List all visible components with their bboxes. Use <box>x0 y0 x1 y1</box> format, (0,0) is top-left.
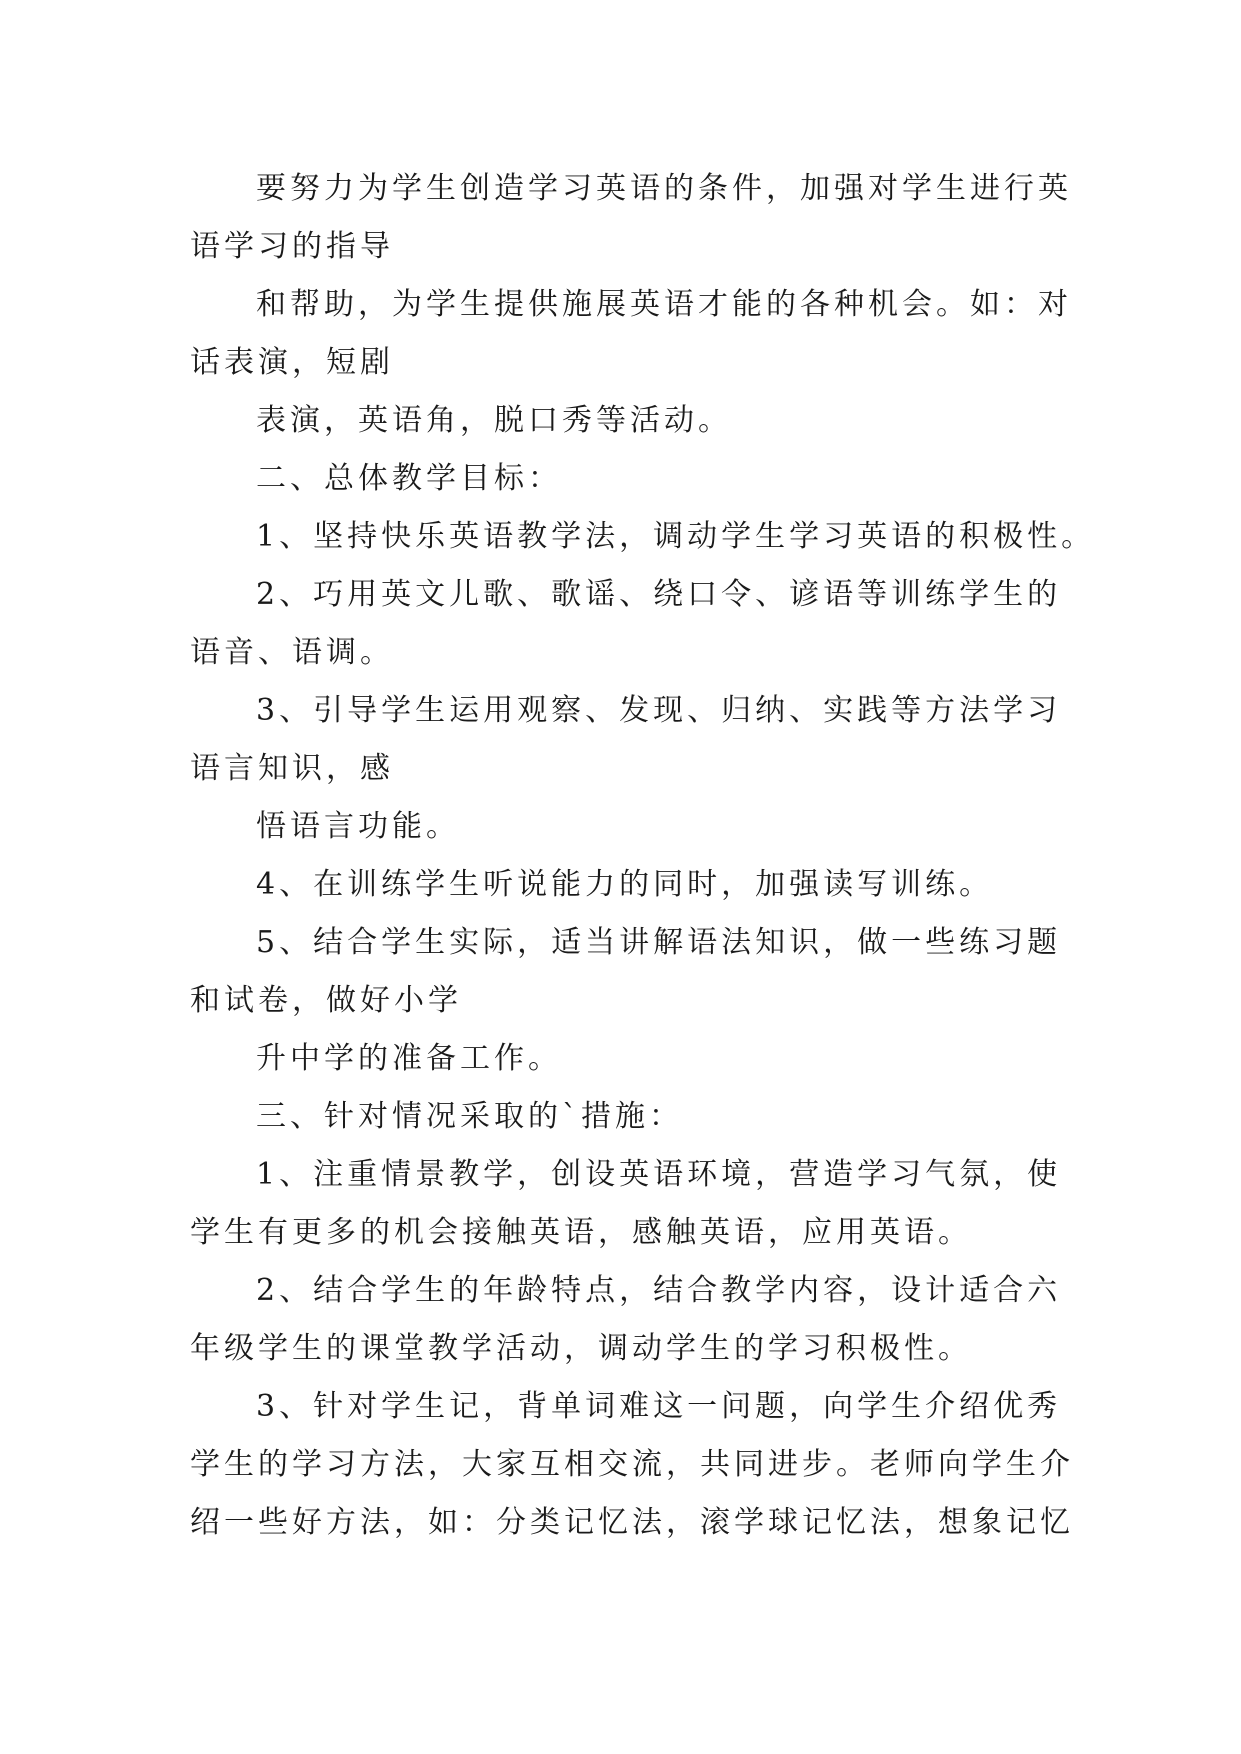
text-line: 和帮助，为学生提供施展英语才能的各种机会。如：对 <box>256 287 1072 322</box>
text-line: 和试卷，做好小学 <box>190 983 462 1018</box>
text-line: 语学习的指导 <box>190 229 394 264</box>
text-line: 升中学的准备工作。 <box>256 1041 562 1076</box>
text-line: 学生的学习方法，大家互相交流，共同进步。老师向学生介 <box>190 1447 1074 1482</box>
text-line: 3、针对学生记，背单词难这一问题，向学生介绍优秀 <box>256 1389 1062 1424</box>
text-line: 1、注重情景教学，创设英语环境，营造学习气氛，使 <box>256 1157 1062 1192</box>
text-line: 学生有更多的机会接触英语，感触英语，应用英语。 <box>190 1215 972 1250</box>
text-line: 话表演，短剧 <box>190 345 394 380</box>
document-body <box>190 160 1096 1552</box>
text-line: 语言知识，感 <box>190 751 394 786</box>
text-line: 3、引导学生运用观察、发现、归纳、实践等方法学习 <box>256 693 1062 728</box>
text-line: 悟语言功能。 <box>256 809 460 844</box>
text-line: 2、巧用英文儿歌、歌谣、绕口令、谚语等训练学生的 <box>256 577 1062 612</box>
text-line: 5、结合学生实际，适当讲解语法知识，做一些练习题 <box>256 925 1062 960</box>
text-line: 表演，英语角，脱口秀等活动。 <box>256 403 732 438</box>
text-line: 2、结合学生的年龄特点，结合教学内容，设计适合六 <box>256 1273 1062 1308</box>
text-line: 要努力为学生创造学习英语的条件，加强对学生进行英 <box>256 171 1072 206</box>
text-line: 1、坚持快乐英语教学法，调动学生学习英语的积极性。 <box>256 519 1096 554</box>
text-line: 4、在训练学生听说能力的同时，加强读写训练。 <box>256 867 994 902</box>
text-line: 绍一些好方法，如：分类记忆法，滚学球记忆法，想象记忆 <box>190 1505 1074 1540</box>
text-line: 语音、语调。 <box>190 635 394 670</box>
text-line: 三、针对情况采取的`措施： <box>256 1099 683 1134</box>
text-line: 二、总体教学目标： <box>256 461 562 496</box>
text-line: 年级学生的课堂教学活动，调动学生的学习积极性。 <box>190 1331 972 1366</box>
